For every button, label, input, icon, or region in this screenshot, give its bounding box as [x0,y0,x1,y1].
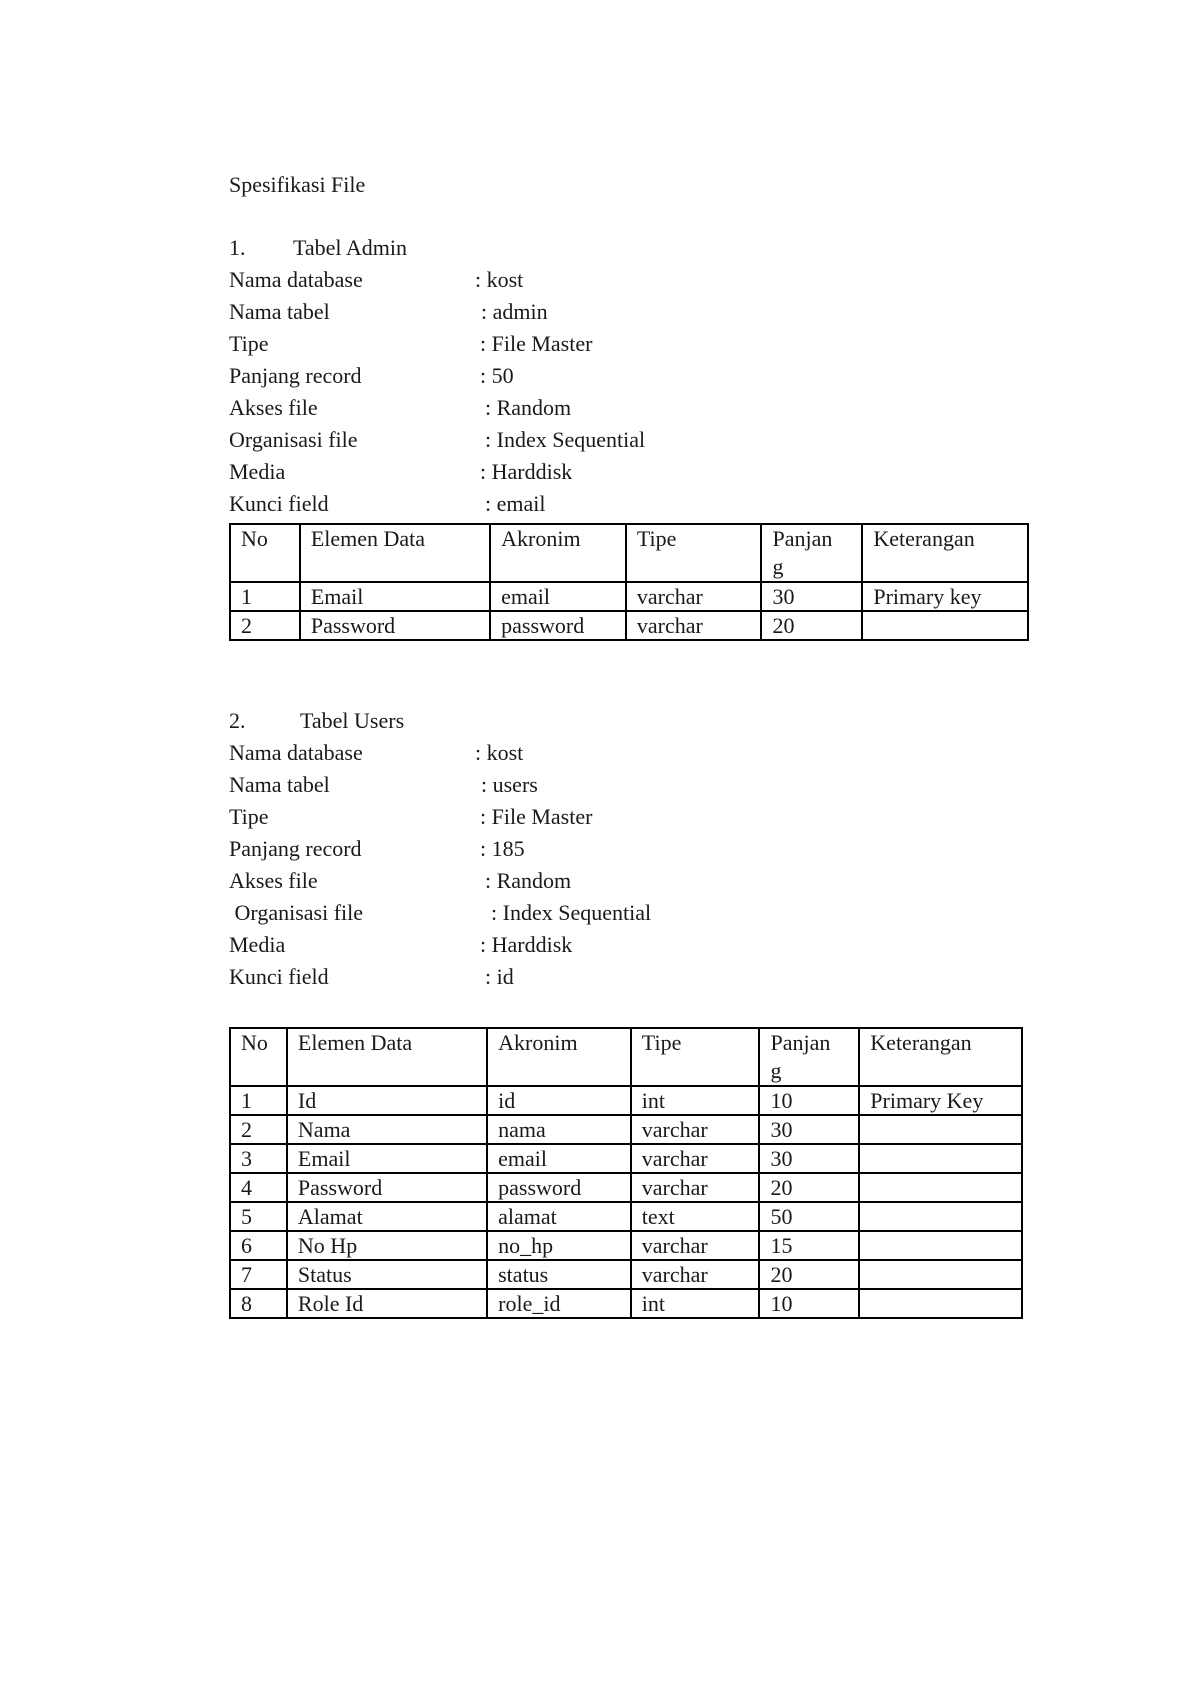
spec-row-organisasi-file [229,897,1029,929]
spec-label: Akses file [229,395,318,420]
table-cell [859,1202,1022,1231]
table-cell: Password [300,611,490,640]
table-row [230,1260,1022,1289]
spec-row-nama-database [229,737,1029,769]
table-row [230,611,1028,640]
table-cell: 30 [759,1115,859,1144]
section-number: 2. [229,708,246,733]
table-row [230,1202,1022,1231]
header-cell-elemen-data: Elemen Data [300,524,490,582]
table-cell [862,611,1028,640]
header-cell-tipe: Tipe [626,524,762,582]
spec-label: Media [229,459,286,484]
table-cell [859,1260,1022,1289]
table-cell: 2 [230,611,300,640]
header-cell-no: No [230,1028,287,1086]
spec-value: : File Master [480,331,593,356]
header-cell-keterangan: Keterangan [859,1028,1022,1086]
spec-row-media [229,929,1029,961]
table-cell: 1 [230,582,300,611]
spec-value: : Harddisk [480,932,573,957]
table-cell: status [487,1260,631,1289]
section-tabel-admin [229,232,1029,520]
spec-label: Organisasi file [229,427,358,452]
table-admin [229,523,1029,641]
table-cell: Status [287,1260,487,1289]
table-row [230,1289,1022,1318]
table-row [230,1144,1022,1173]
table-cell: 15 [759,1231,859,1260]
spec-value: : 50 [480,363,514,388]
table-cell: Primary Key [859,1086,1022,1115]
table-cell: 10 [759,1289,859,1318]
table-row [230,582,1028,611]
spec-label: Media [229,932,286,957]
spec-label: Tipe [229,804,269,829]
table-cell: varchar [631,1231,760,1260]
table-cell: text [631,1202,760,1231]
header-cell-akronim: Akronim [490,524,626,582]
table-cell: Email [287,1144,487,1173]
table-cell: nama [487,1115,631,1144]
table-cell: 20 [759,1260,859,1289]
table-cell: email [487,1144,631,1173]
table-cell: 4 [230,1173,287,1202]
spec-label: Akses file [229,868,318,893]
table-cell: Role Id [287,1289,487,1318]
table-header-row [230,1028,1022,1086]
spec-value: : 185 [480,836,525,861]
table-cell: Email [300,582,490,611]
table-cell: varchar [631,1115,760,1144]
section-number: 1. [229,235,246,260]
header-cell-no: No [230,524,300,582]
spec-row-akses-file [229,392,1029,424]
spec-value: : File Master [480,804,593,829]
spec-label: Tipe [229,331,269,356]
spec-row-panjang-record [229,833,1029,865]
spec-row-media [229,456,1029,488]
table-cell [859,1289,1022,1318]
spec-value: : Index Sequential [491,900,652,925]
header-cell-panjang: Panjan g [759,1028,859,1086]
spec-value: : id [485,964,514,989]
spec-label: Panjang record [229,836,362,861]
spec-row-panjang-record [229,360,1029,392]
spec-row-kunci-field [229,488,1029,520]
header-cell-keterangan: Keterangan [862,524,1028,582]
spec-value: : Random [485,395,572,420]
spec-row-nama-tabel [229,769,1029,801]
table-cell: 3 [230,1144,287,1173]
table-cell: Primary key [862,582,1028,611]
table-cell: password [490,611,626,640]
table-cell: 1 [230,1086,287,1115]
table-cell: alamat [487,1202,631,1231]
table-cell: Password [287,1173,487,1202]
table-cell: varchar [626,582,762,611]
table-cell [859,1115,1022,1144]
table-cell [859,1144,1022,1173]
table-row [230,1115,1022,1144]
table-cell: 50 [759,1202,859,1231]
table-cell: 2 [230,1115,287,1144]
spec-label: Kunci field [229,964,329,989]
spec-label: Nama database [229,267,363,292]
spec-label: Panjang record [229,363,362,388]
spec-row-akses-file [229,865,1029,897]
table-cell: int [631,1086,760,1115]
table-cell: 30 [761,582,862,611]
spec-value: : users [481,772,538,797]
table-cell: id [487,1086,631,1115]
spec-row-tipe [229,328,1029,360]
table-cell: role_id [487,1289,631,1318]
table-cell [859,1173,1022,1202]
header-cell-panjang: Panjan g [761,524,862,582]
spec-value: : email [485,491,546,516]
spec-value: : kost [475,740,524,765]
table-cell: varchar [626,611,762,640]
section-heading [229,232,1029,264]
spec-label: Nama database [229,740,363,765]
spec-value: : Index Sequential [485,427,646,452]
header-cell-tipe: Tipe [631,1028,760,1086]
table-row [230,1086,1022,1115]
spec-row-nama-database [229,264,1029,296]
table-header-row [230,524,1028,582]
table-cell: 30 [759,1144,859,1173]
spec-label: Kunci field [229,491,329,516]
table-cell: No Hp [287,1231,487,1260]
table-cell: varchar [631,1144,760,1173]
table-cell: 5 [230,1202,287,1231]
table-cell: Nama [287,1115,487,1144]
table-row [230,1231,1022,1260]
section-heading [229,705,1029,737]
section-heading-text: Tabel Users [300,708,405,733]
table-cell [859,1231,1022,1260]
table-cell: 7 [230,1260,287,1289]
table-row [230,1173,1022,1202]
section-heading-text: Tabel Admin [293,235,407,260]
spec-label: Organisasi file [229,900,364,925]
table-cell: 10 [759,1086,859,1115]
table-cell: Id [287,1086,487,1115]
table-cell: email [490,582,626,611]
table-cell: varchar [631,1173,760,1202]
spec-value: : kost [475,267,524,292]
header-cell-akronim: Akronim [487,1028,631,1086]
spec-value: : Random [485,868,572,893]
table-cell: 8 [230,1289,287,1318]
spec-row-organisasi-file [229,424,1029,456]
section-tabel-users [229,705,1029,993]
spec-value: : admin [481,299,548,324]
table-cell: 20 [759,1173,859,1202]
table-cell: Alamat [287,1202,487,1231]
document-title: Spesifikasi File [229,172,366,197]
table-cell: varchar [631,1260,760,1289]
header-cell-elemen-data: Elemen Data [287,1028,487,1086]
spec-label: Nama tabel [229,299,330,324]
table-cell: 20 [761,611,862,640]
spec-row-nama-tabel [229,296,1029,328]
spec-label: Nama tabel [229,772,330,797]
table-cell: int [631,1289,760,1318]
table-cell: 6 [230,1231,287,1260]
spec-row-kunci-field [229,961,1029,993]
spec-value: : Harddisk [480,459,573,484]
table-users [229,1027,1023,1319]
table-cell: password [487,1173,631,1202]
spec-row-tipe [229,801,1029,833]
table-cell: no_hp [487,1231,631,1260]
